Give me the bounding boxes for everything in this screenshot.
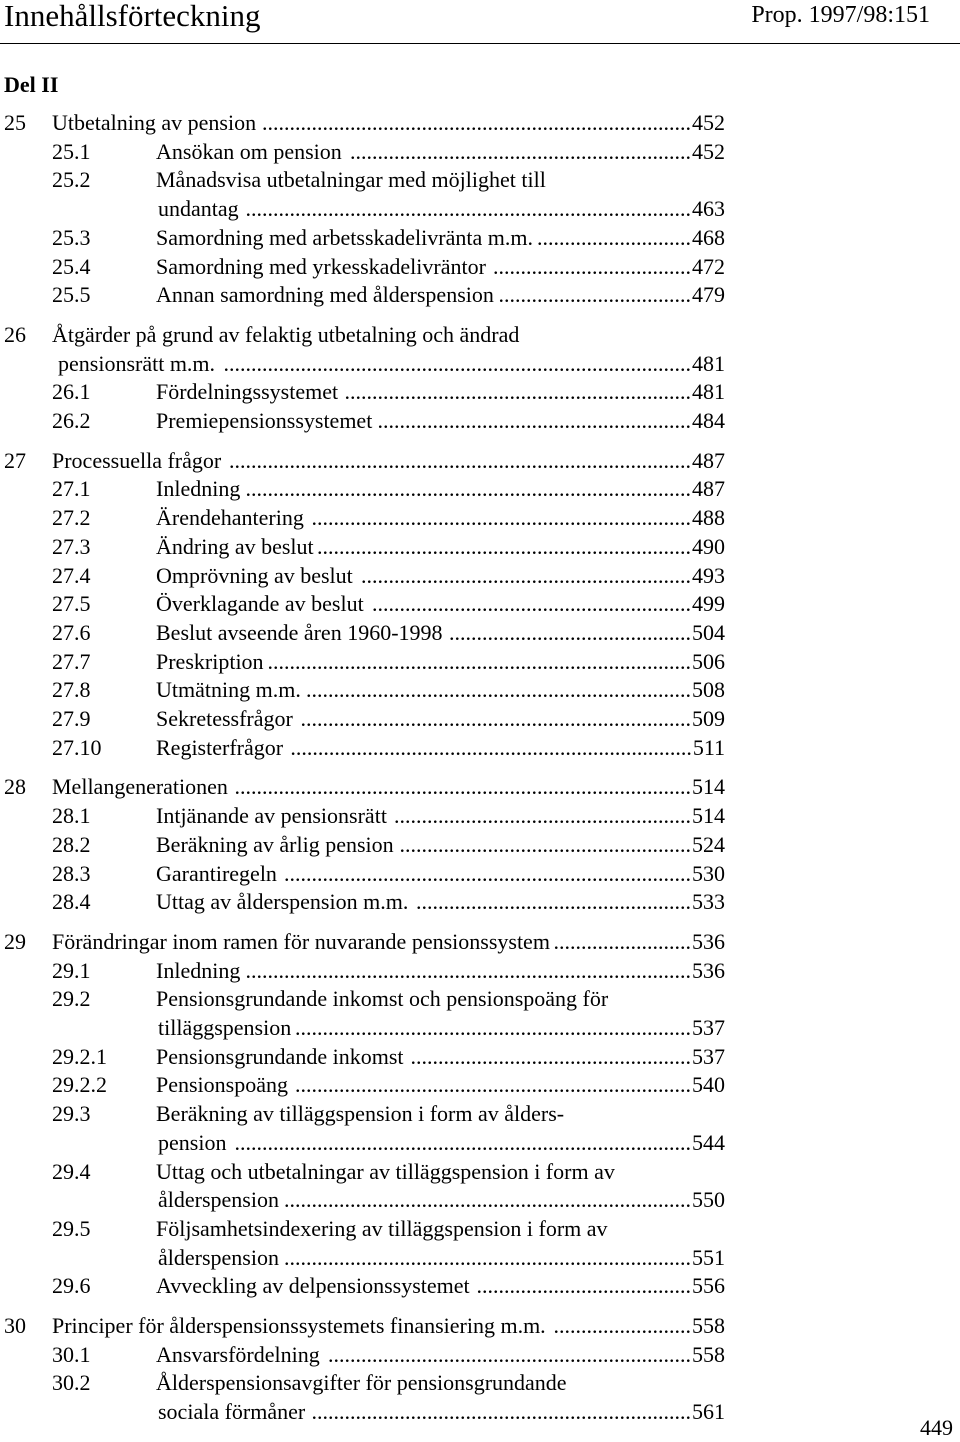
toc-entry-number: 28.3	[52, 860, 91, 886]
toc-entry-page: 452	[692, 110, 725, 135]
dot-leader: ......................................................	[394, 803, 691, 829]
dot-leader: ....................................	[493, 253, 691, 279]
toc-entry-title: Preskription	[156, 648, 264, 674]
toc-entry-title: pensionsrätt m.m.	[58, 350, 216, 376]
toc-entry-number: 26.1	[52, 379, 91, 405]
toc-entry[interactable]	[0, 648, 960, 676]
dot-leader: .....................................................................	[311, 1399, 691, 1425]
toc-entry-number: 27.1	[52, 476, 91, 502]
toc-entry[interactable]	[0, 321, 960, 349]
toc-entry-number: 28.2	[52, 831, 91, 857]
toc-entry[interactable]	[0, 928, 960, 956]
toc-entry[interactable]	[0, 253, 960, 281]
toc-entry[interactable]	[0, 1341, 960, 1369]
toc-entry-title: tilläggspension	[158, 1015, 292, 1040]
toc-entry-page: 540	[692, 1072, 725, 1098]
toc-entry-title: sociala förmåner	[158, 1399, 306, 1425]
toc-entry-title: ålderspension	[158, 1244, 279, 1270]
toc-entry-title: Ärendehantering	[156, 505, 304, 531]
toc-entry-title: Utmätning m.m.	[156, 677, 301, 703]
toc-entry-title: Pensionsgrundande inkomst och pensionspoäng för	[156, 986, 609, 1012]
toc-entry-title: Processuella frågor	[52, 447, 222, 473]
toc-entry-number: 27.2	[52, 505, 91, 531]
toc-entry[interactable]	[0, 562, 960, 590]
toc-entry-continuation[interactable]	[0, 1398, 960, 1426]
dot-leader: .....................................................................................	[223, 350, 691, 376]
dot-leader: ........................................................................	[295, 1015, 691, 1040]
toc-entry-page: 490	[692, 533, 725, 559]
toc-entry-number: 28.4	[52, 889, 91, 915]
toc-entry-continuation[interactable]	[0, 1129, 960, 1157]
toc-entry-title: ålderspension	[158, 1187, 279, 1213]
toc-entry-number: 29.6	[52, 1273, 91, 1299]
toc-entry-title: Uttag och utbetalningar av tilläggspension i form av	[156, 1158, 615, 1184]
dot-leader: ...................................	[498, 282, 691, 308]
toc-entry[interactable]	[0, 1158, 960, 1186]
dot-leader: .................................................................................	[245, 196, 691, 222]
toc-entry-title: Ålderspensionsavgifter för pensionsgrundande	[156, 1370, 567, 1396]
toc-entry-title: Ansvarsfördelning	[156, 1341, 320, 1367]
toc-entry-number: 29	[4, 928, 26, 954]
toc-entry[interactable]	[0, 407, 960, 435]
toc-entry-page: 509	[692, 706, 725, 731]
dot-leader: ......................................................................	[306, 677, 691, 703]
dot-leader: .................................................................................	[245, 957, 691, 983]
toc-entry-title: Samordning med yrkesskadelivräntor	[156, 253, 486, 279]
toc-entry-page: 504	[692, 619, 725, 645]
dot-leader: .................................................................................	[245, 476, 691, 502]
toc-entry-page: 511	[692, 734, 725, 760]
toc-entry-number: 27.8	[52, 677, 91, 703]
toc-entry[interactable]	[0, 590, 960, 618]
toc-entry-page: 536	[692, 957, 725, 983]
toc-entry-page: 514	[692, 803, 725, 829]
toc-entry-number: 25.3	[52, 224, 91, 250]
dot-leader: ........................................................................	[295, 1072, 691, 1098]
toc-entry-continuation[interactable]	[0, 195, 960, 223]
toc-entry-title: Utbetalning av pension	[52, 110, 257, 135]
toc-entry[interactable]	[0, 533, 960, 561]
toc-entry-title: Beräkning av tilläggspension i form av ålders-	[156, 1101, 565, 1127]
dot-leader: ............................	[537, 224, 691, 250]
toc-entry-page: 533	[692, 889, 725, 915]
dot-leader: ....................................................................................	[229, 447, 691, 473]
toc-entry-number: 30	[4, 1313, 26, 1338]
toc-entry-title: Beslut avseende åren 1960-1998	[156, 619, 443, 645]
toc-entry-page: 493	[692, 562, 725, 588]
toc-entry-title: Pensionspoäng	[156, 1072, 288, 1098]
dot-leader: ...................................................................................	[234, 1129, 691, 1155]
toc-entry-number: 29.2.1	[52, 1043, 107, 1069]
toc-entry-number: 27.7	[52, 648, 91, 674]
toc-entry-title: Inledning	[156, 957, 241, 983]
toc-entry-number: 29.4	[52, 1158, 91, 1184]
toc-entry-page: 468	[692, 224, 725, 250]
toc-entry-title: Garantiregeln	[156, 860, 277, 886]
toc-entry-number: 27.4	[52, 562, 91, 588]
toc-entry[interactable]	[0, 1312, 960, 1340]
toc-entry[interactable]	[0, 773, 960, 801]
toc-entry-page: 487	[692, 447, 725, 473]
toc-entry-page: 484	[692, 408, 725, 433]
toc-entry-number: 27.6	[52, 619, 91, 645]
toc-entry[interactable]	[0, 281, 960, 309]
toc-entry-number: 26	[4, 321, 26, 347]
toc-entry-number: 29.3	[52, 1101, 91, 1127]
toc-entry-page: 536	[692, 928, 725, 954]
toc-entry-number: 29.2	[52, 986, 91, 1012]
toc-entry-title: undantag	[158, 196, 239, 222]
toc-entry-title: Uttag av ålderspension m.m.	[156, 889, 409, 915]
toc-entry-title: Registerfrågor	[156, 734, 284, 760]
toc-entry[interactable]	[0, 1100, 960, 1128]
dot-leader: ..............................................................	[350, 138, 691, 164]
dot-leader: ....................................................................	[317, 533, 691, 559]
proposition-reference: Prop. 1997/98:151	[751, 2, 930, 28]
toc-entry-number: 27.5	[52, 591, 91, 617]
dot-leader: .....................................................................	[311, 505, 691, 531]
toc-entry-number: 27	[4, 447, 26, 473]
toc-entry-number: 28.1	[52, 803, 91, 829]
dot-leader: .....................................................	[399, 831, 691, 857]
toc-entry-title: Ansökan om pension	[156, 138, 342, 164]
toc-entry-page: 537	[692, 1015, 725, 1040]
toc-entry-number: 30.2	[52, 1370, 91, 1396]
toc-entry-title: Åtgärder på grund av felaktig utbetalning och ändrad	[52, 321, 520, 347]
toc-entry[interactable]	[0, 676, 960, 704]
toc-entry-page: 558	[692, 1341, 725, 1367]
toc-entry[interactable]	[0, 224, 960, 252]
dot-leader: ............................................	[449, 619, 691, 645]
toc-entry-page: 479	[692, 282, 725, 308]
toc-entry-number: 27.9	[52, 706, 91, 731]
toc-entry-page: 551	[692, 1244, 725, 1270]
toc-entry[interactable]	[0, 888, 960, 916]
toc-entry[interactable]	[0, 860, 960, 888]
toc-entry-page: 524	[692, 831, 725, 857]
toc-entry-page: 481	[692, 350, 725, 376]
dot-leader: .............................................................................	[267, 648, 691, 674]
dot-leader: ..................................................	[416, 889, 691, 915]
toc-entry[interactable]	[0, 1071, 960, 1099]
toc-entry-page: 506	[692, 648, 725, 674]
part-heading: Del II	[4, 72, 59, 97]
toc-entry-number: 25.5	[52, 282, 91, 308]
dot-leader: ............................................................	[361, 562, 691, 588]
toc-entry[interactable]	[0, 109, 960, 137]
dot-leader: ..................................................................	[328, 1341, 691, 1367]
toc-entry-page: 481	[692, 379, 725, 405]
toc-entry-number: 29.1	[52, 957, 91, 983]
toc-entry-title: Avveckling av delpensionssystemet	[156, 1273, 470, 1299]
toc-entry-number: 30.1	[52, 1341, 91, 1367]
toc-entry-continuation[interactable]	[0, 1014, 960, 1042]
toc-entry-title: Premiepensionssystemet	[156, 408, 373, 433]
toc-entry-title: Beräkning av årlig pension	[156, 831, 394, 857]
toc-entry-page: 472	[692, 253, 725, 279]
toc-entry[interactable]	[0, 802, 960, 830]
dot-leader: .......................................................................	[300, 706, 691, 731]
toc-entry-number: 25.2	[52, 167, 91, 193]
toc-entry-title: Förändringar inom ramen för nuvarande pensionssystem	[52, 928, 550, 954]
toc-entry[interactable]	[0, 1272, 960, 1300]
toc-entry-page: 508	[692, 677, 725, 703]
toc-entry-number: 27.3	[52, 533, 91, 559]
toc-entry-title: Annan samordning med ålderspension	[156, 282, 494, 308]
toc-entry[interactable]	[0, 1043, 960, 1071]
dot-leader: .........................................................................	[290, 734, 692, 760]
toc-entry[interactable]	[0, 447, 960, 475]
toc-entry-page: 561	[692, 1399, 725, 1425]
dot-leader: .........................................................	[377, 408, 691, 433]
toc-entry-title: Samordning med arbetsskadelivränta m.m.	[156, 224, 533, 250]
toc-entry-page: 499	[692, 591, 725, 617]
toc-entry-number: 27.10	[52, 734, 102, 760]
toc-entry-title: Månadsvisa utbetalningar med möjlighet till	[156, 167, 546, 193]
toc-entry-continuation[interactable]	[0, 350, 960, 378]
toc-entry-page: 537	[692, 1043, 725, 1069]
dot-leader: ..........................................................................	[284, 860, 691, 886]
toc-entry-title: Överklagande av beslut	[156, 591, 364, 617]
toc-entry-number: 25.1	[52, 138, 91, 164]
toc-entry-title: Intjänande av pensionsrätt	[156, 803, 387, 829]
toc-entry-title: Följsamhetsindexering av tilläggspension i form av	[156, 1215, 608, 1241]
toc-entry-title: Omprövning av beslut	[156, 562, 353, 588]
toc-entry[interactable]	[0, 504, 960, 532]
page-number: 449	[920, 1415, 953, 1440]
toc-entry-number: 29.5	[52, 1215, 91, 1241]
toc-entry[interactable]	[0, 831, 960, 859]
toc-entry-title: pension	[158, 1129, 227, 1155]
toc-entry[interactable]	[0, 957, 960, 985]
toc-entry-title: Ändring av beslut	[156, 533, 314, 559]
dot-leader: ..............................................................................	[262, 110, 691, 135]
toc-entry[interactable]	[0, 705, 960, 733]
dot-leader: ..........................................................	[372, 591, 691, 617]
toc-entry[interactable]	[0, 734, 960, 762]
toc-entry-page: 544	[692, 1129, 725, 1155]
toc-entry-page: 514	[692, 774, 725, 800]
toc-entry-title: Inledning	[156, 476, 241, 502]
toc-entry[interactable]	[0, 1215, 960, 1243]
toc-entry-number: 25.4	[52, 253, 91, 279]
toc-entry[interactable]	[0, 985, 960, 1013]
toc-entry-number: 28	[4, 774, 26, 800]
toc-entry-page: 558	[692, 1313, 725, 1338]
toc-entry-title: Fördelningssystemet	[156, 379, 339, 405]
dot-leader: .......................................	[476, 1273, 691, 1299]
dot-leader: ...............................................................	[344, 379, 691, 405]
toc-entry-title: Sekretessfrågor	[156, 706, 293, 731]
toc-entry-title: Mellangenerationen	[52, 774, 228, 800]
toc-entry-continuation[interactable]	[0, 1186, 960, 1214]
dot-leader: ..........................................................................	[284, 1244, 691, 1270]
toc-entry-page: 487	[692, 476, 725, 502]
toc-entry[interactable]	[0, 378, 960, 406]
document-title: Innehållsförteckning	[4, 0, 261, 33]
toc-entry-number: 29.2.2	[52, 1072, 107, 1098]
dot-leader: ...................................................	[410, 1043, 691, 1069]
toc-entry-page: 452	[692, 138, 725, 164]
dot-leader: .........................	[553, 1313, 691, 1338]
toc-entry[interactable]	[0, 138, 960, 166]
toc-entry[interactable]	[0, 619, 960, 647]
dot-leader: ...................................................................................	[234, 774, 691, 800]
toc-entry-title: Pensionsgrundande inkomst	[156, 1043, 404, 1069]
toc-entry[interactable]	[0, 475, 960, 503]
toc-entry[interactable]	[0, 166, 960, 194]
toc-entry-page: 556	[692, 1273, 725, 1299]
toc-entry-number: 26.2	[52, 408, 91, 433]
toc-entry-number: 25	[4, 110, 26, 135]
toc-entry-page: 463	[692, 196, 725, 222]
dot-leader: .........................	[553, 928, 691, 954]
dot-leader: ..........................................................................	[284, 1187, 691, 1213]
toc-entry-page: 550	[692, 1187, 725, 1213]
toc-entry-page: 488	[692, 505, 725, 531]
toc-entry-page: 530	[692, 860, 725, 886]
toc-entry-title: Principer för ålderspensionssystemets finansiering m.m.	[52, 1313, 546, 1338]
toc-entry[interactable]	[0, 1369, 960, 1397]
toc-entry-continuation[interactable]	[0, 1244, 960, 1272]
